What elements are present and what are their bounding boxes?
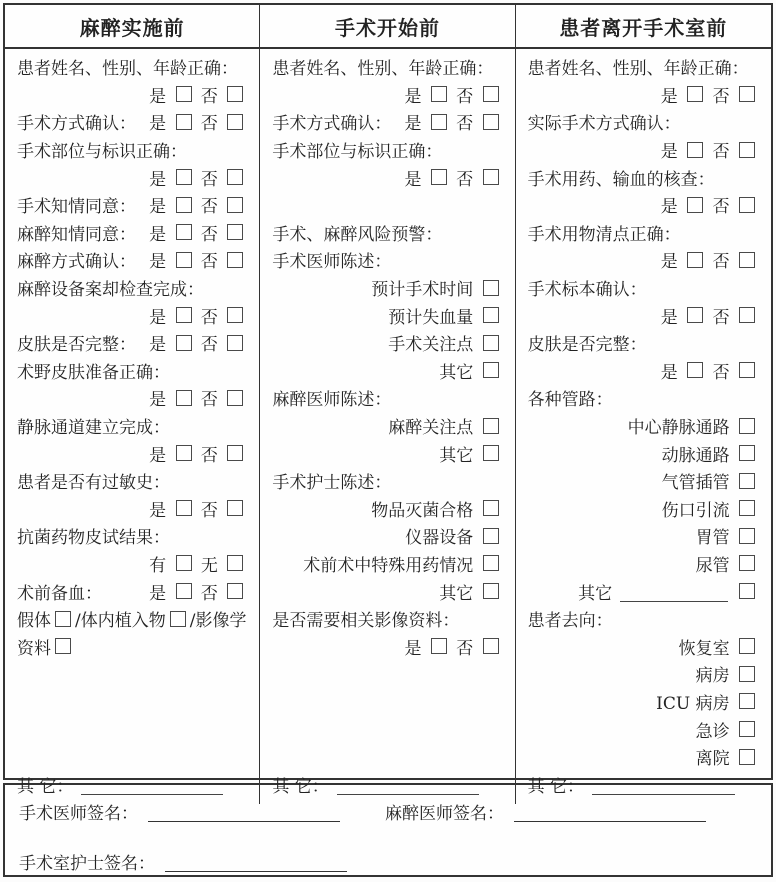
checklist-line (528, 301, 759, 329)
item-label: 否 (195, 224, 224, 245)
item-label: 皮肤是否完整： (527, 335, 647, 356)
item-label: 麻醉医师陈述： (272, 390, 392, 411)
checklist-line (272, 274, 502, 302)
checklist-lines (272, 53, 502, 660)
or-nurse-signature (19, 849, 347, 874)
item-label: 是 (404, 114, 427, 135)
checkbox[interactable] (687, 307, 703, 323)
checkbox[interactable] (483, 362, 499, 378)
checkbox[interactable] (227, 390, 243, 406)
checkbox[interactable] (483, 500, 499, 516)
checklist-line (272, 632, 502, 660)
checklist-lines (528, 53, 759, 770)
item-label: 是 (660, 252, 684, 273)
checkbox[interactable] (176, 335, 192, 351)
checklist-line (528, 632, 759, 660)
checkbox[interactable] (176, 390, 192, 406)
item-label: 否 (450, 114, 479, 135)
signature-row-1 (19, 799, 757, 823)
column-pre-incision (260, 49, 515, 804)
checkbox[interactable] (483, 86, 499, 102)
checkbox[interactable] (483, 280, 499, 296)
column-pre-anesthesia (5, 49, 260, 804)
item-label: /体内植入物 (75, 611, 166, 632)
item-label: 是否需要相关影像资料： (272, 611, 460, 632)
checkbox[interactable] (687, 86, 703, 102)
checkbox[interactable] (227, 197, 243, 213)
item-label: 否 (195, 307, 224, 328)
checklist-line (272, 495, 502, 523)
checklist-line (528, 605, 759, 633)
item-label: 否 (707, 307, 735, 328)
checklist-line (528, 550, 759, 578)
checkbox[interactable] (483, 335, 499, 351)
item-label: 皮肤是否完整： (17, 335, 136, 356)
checklist-line (528, 329, 759, 357)
checklist-line (528, 715, 759, 743)
item-label: 预计失血量 (388, 307, 479, 328)
item-label: 静脉通道建立完成： (17, 418, 170, 439)
checklist-line (17, 53, 247, 81)
item-label: 动脉通路 (661, 445, 735, 466)
item-label: 尿管 (695, 555, 735, 576)
checkbox[interactable] (739, 418, 755, 434)
checkbox[interactable] (227, 86, 243, 102)
item-label: 是 (149, 169, 172, 190)
item-label: 手术护士陈述： (272, 473, 392, 494)
checkbox[interactable] (176, 224, 192, 240)
checklist-lines (17, 53, 247, 660)
checklist-line (528, 660, 759, 688)
item-label: 患者姓名、性别、年龄正确： (17, 59, 238, 80)
item-label: 气管插管 (661, 473, 735, 494)
checkbox[interactable] (176, 555, 192, 571)
checkbox[interactable] (176, 500, 192, 516)
checklist-line (272, 522, 502, 550)
checkbox[interactable] (687, 197, 703, 213)
item-label: 是 (149, 86, 172, 107)
checkbox[interactable] (739, 583, 755, 599)
item-label: 手术医师陈述： (272, 252, 392, 273)
checkbox[interactable] (227, 114, 243, 130)
checklist-line (17, 81, 247, 109)
checkbox[interactable] (227, 307, 243, 323)
checkbox[interactable] (483, 583, 499, 599)
item-label: 否 (707, 142, 735, 163)
checkbox[interactable] (739, 693, 755, 709)
checkbox[interactable] (227, 169, 243, 185)
or-nurse-signature-line[interactable] (165, 851, 347, 872)
checkbox[interactable] (739, 500, 755, 516)
item-label: 是 (149, 114, 172, 135)
checkbox[interactable] (176, 86, 192, 102)
item-label: 手术用药、输血的核查： (527, 169, 715, 190)
surgeon-signature-line[interactable] (148, 801, 340, 822)
header-row (5, 5, 771, 49)
checklist-line (272, 301, 502, 329)
item-label: 麻醉方式确认： (17, 252, 136, 273)
item-label: 恢复室 (678, 638, 735, 659)
item-label: 各种管路： (527, 390, 613, 411)
checklist-line (528, 439, 759, 467)
checklist-line (17, 329, 247, 357)
checkbox[interactable] (431, 638, 447, 654)
item-label: 是 (404, 638, 427, 659)
item-label: 胃管 (695, 528, 735, 549)
item-label: 患者是否有过敏史： (17, 473, 170, 494)
item-label: 是 (149, 224, 172, 245)
item-label (730, 581, 735, 601)
checklist-line (528, 688, 759, 716)
checklist-line (272, 191, 502, 219)
item-label: 否 (195, 114, 224, 135)
or-nurse-signature-label: 手术室护士签名： (19, 853, 155, 874)
checklist-line (272, 81, 502, 109)
checklist-line (17, 522, 247, 550)
item-label: 是 (149, 390, 172, 411)
column-header-pre-anesthesia: 麻醉实施前 (5, 5, 260, 47)
anesthetist-signature-line[interactable] (514, 801, 706, 822)
checkbox[interactable] (739, 362, 755, 378)
item-label: 是 (149, 583, 172, 604)
item-label: 是 (149, 252, 172, 273)
checkbox[interactable] (227, 224, 243, 240)
item-label: 否 (195, 197, 224, 218)
item-label: 麻醉关注点 (388, 418, 479, 439)
checklist-line (528, 274, 759, 302)
body-row (5, 49, 771, 797)
checkbox[interactable] (227, 335, 243, 351)
item-label: 手术方式确认： (272, 114, 392, 135)
checklist-line (528, 357, 759, 385)
item-label: 否 (195, 583, 224, 604)
checkbox[interactable] (483, 418, 499, 434)
checkbox[interactable] (739, 555, 755, 571)
checkbox[interactable] (739, 473, 755, 489)
checklist-line (17, 246, 247, 274)
item-label: 麻醉知情同意： (17, 224, 136, 245)
checkbox[interactable] (176, 169, 192, 185)
item-label: 否 (707, 362, 735, 383)
item-label: 是 (404, 169, 427, 190)
checkbox[interactable] (176, 197, 192, 213)
item-label: 手术知情同意： (17, 197, 136, 218)
checkbox[interactable] (483, 555, 499, 571)
checklist-line (17, 550, 247, 578)
checklist-line (17, 163, 247, 191)
checklist-line (272, 53, 502, 81)
item-label: 是 (660, 197, 684, 218)
item-label: 无 (195, 555, 224, 576)
checkbox[interactable] (431, 114, 447, 130)
checklist-line (272, 550, 502, 578)
checklist-line (17, 274, 247, 302)
checklist-line (17, 632, 247, 660)
item-label: 伤口引流 (661, 500, 735, 521)
checkbox[interactable] (739, 638, 755, 654)
checklist-line (17, 439, 247, 467)
fill-in-line[interactable] (620, 583, 728, 602)
item-label: 手术关注点 (388, 335, 479, 356)
checkbox[interactable] (176, 445, 192, 461)
checklist-line (17, 412, 247, 440)
checklist-line (528, 577, 759, 605)
item-label: 实际手术方式确认： (527, 114, 681, 135)
checkbox[interactable] (55, 638, 71, 654)
item-label: 否 (707, 197, 735, 218)
checkbox[interactable] (483, 307, 499, 323)
item-label: 是 (149, 335, 172, 356)
checklist-line (272, 219, 502, 247)
checkbox[interactable] (739, 666, 755, 682)
item-label: 麻醉设备案却检查完成： (17, 280, 204, 301)
checkbox[interactable] (431, 86, 447, 102)
checkbox[interactable] (483, 445, 499, 461)
item-label: 是 (660, 86, 684, 107)
checklist-line (272, 246, 502, 274)
item-label: 是 (149, 500, 172, 521)
item-label: 否 (195, 390, 224, 411)
checklist-line (17, 605, 247, 633)
item-label: 否 (450, 86, 479, 107)
anesthetist-signature-label: 麻醉医师签名： (385, 803, 504, 824)
checkbox[interactable] (176, 307, 192, 323)
checkbox[interactable] (483, 638, 499, 654)
surgeon-signature-label: 手术医师签名： (19, 803, 138, 824)
checkbox[interactable] (687, 142, 703, 158)
item-label: ICU 病房 (656, 693, 735, 714)
checklist-line (17, 191, 247, 219)
checkbox[interactable] (739, 86, 755, 102)
item-label: 是 (660, 142, 684, 163)
item-label: 否 (707, 252, 735, 273)
column-header-pre-incision: 手术开始前 (260, 5, 515, 47)
item-label: 其它 (439, 445, 479, 466)
item-label: 否 (707, 86, 735, 107)
checklist-line (17, 577, 247, 605)
item-label: 是 (149, 307, 172, 328)
checklist-line (272, 163, 502, 191)
checkbox[interactable] (170, 611, 186, 627)
signature-row-2 (19, 849, 757, 873)
checkbox[interactable] (176, 114, 192, 130)
checklist-line (17, 136, 247, 164)
checklist-line (528, 191, 759, 219)
checklist-line (272, 108, 502, 136)
item-label: 是 (660, 307, 684, 328)
checklist-line (528, 81, 759, 109)
checklist-line (528, 384, 759, 412)
item-label: 预计手术时间 (371, 280, 479, 301)
item-label: 手术方式确认： (17, 114, 136, 135)
item-label: 术野皮肤准备正确： (17, 362, 170, 383)
item-label: 仪器设备 (405, 528, 479, 549)
other-fill-line[interactable] (337, 774, 479, 795)
checklist-line (272, 467, 502, 495)
checkbox[interactable] (176, 252, 192, 268)
other-row (272, 770, 502, 798)
item-label: 否 (195, 252, 224, 273)
checklist-line (528, 467, 759, 495)
checkbox[interactable] (739, 307, 755, 323)
checkbox[interactable] (176, 583, 192, 599)
other-label: 其 它： (272, 776, 329, 797)
item-label: 否 (195, 169, 224, 190)
checklist-line (272, 577, 502, 605)
checkbox[interactable] (227, 252, 243, 268)
item-label: 患者姓名、性别、年龄正确： (527, 59, 749, 80)
checklist-line (528, 246, 759, 274)
item-label: 抗菌药物皮试结果： (17, 528, 170, 549)
checkbox[interactable] (483, 528, 499, 544)
other-label: 其 它： (527, 776, 585, 797)
checklist-line (17, 108, 247, 136)
checkbox[interactable] (227, 500, 243, 516)
item-label: 其它 (439, 583, 479, 604)
item-label: 有 (149, 555, 172, 576)
item-label: 手术部位与标识正确： (17, 142, 187, 163)
checklist-line (17, 467, 247, 495)
checklist-line (17, 301, 247, 329)
checklist-line (272, 329, 502, 357)
checkbox[interactable] (739, 197, 755, 213)
checklist-line (528, 136, 759, 164)
item-label: 离院 (695, 749, 735, 770)
checkbox[interactable] (227, 583, 243, 599)
checkbox[interactable] (227, 555, 243, 571)
checklist-line (272, 384, 502, 412)
checklist-line (272, 412, 502, 440)
surgeon-signature (19, 799, 385, 824)
item-label: 是 (660, 362, 684, 383)
item-label: 手术标本确认： (527, 280, 647, 301)
item-label: 其它 (439, 362, 479, 383)
column-before-leaving-or (516, 49, 771, 804)
checklist-line (528, 219, 759, 247)
checkbox[interactable] (739, 142, 755, 158)
item-label: 手术、麻醉风险预警： (272, 224, 443, 245)
checkbox[interactable] (687, 252, 703, 268)
checklist-line (272, 605, 502, 633)
checkbox[interactable] (739, 445, 755, 461)
item-label: 资料 (17, 638, 51, 659)
checklist-line (17, 357, 247, 385)
checkbox[interactable] (739, 528, 755, 544)
checklist-line (528, 743, 759, 771)
other-row (17, 770, 247, 798)
item-label: 患者姓名、性别、年龄正确： (272, 59, 494, 80)
checklist-line (272, 136, 502, 164)
checkbox[interactable] (739, 252, 755, 268)
item-label: 急诊 (695, 721, 735, 742)
item-label: 否 (195, 86, 224, 107)
checklist-line (528, 495, 759, 523)
item-label: 手术部位与标识正确： (272, 142, 443, 163)
item-label: 否 (450, 638, 479, 659)
item-label: 是 (404, 86, 427, 107)
checkbox[interactable] (55, 611, 71, 627)
checklist-table (3, 3, 773, 797)
item-label: 手术用物清点正确： (527, 224, 681, 245)
other-label: 其 它： (17, 776, 74, 797)
checklist-line (17, 219, 247, 247)
checklist-line (17, 384, 247, 412)
checkbox[interactable] (739, 749, 755, 765)
item-label: 病房 (695, 666, 735, 687)
item-label: 术前术中特殊用药情况 (303, 555, 479, 576)
checkbox[interactable] (483, 114, 499, 130)
checklist-line (17, 495, 247, 523)
item-label: 是 (149, 197, 172, 218)
checkbox[interactable] (483, 169, 499, 185)
checklist-line (528, 412, 759, 440)
other-row (528, 770, 759, 798)
item-label: 否 (195, 500, 224, 521)
checklist-line (528, 522, 759, 550)
item-label: 物品灭菌合格 (371, 500, 479, 521)
checkbox[interactable] (227, 445, 243, 461)
item-label: 患者去向： (527, 611, 613, 632)
checklist-line (528, 163, 759, 191)
item-label: 其它 (578, 583, 618, 604)
column-header-before-leaving-or: 患者离开手术室前 (559, 15, 728, 40)
anesthetist-signature (385, 799, 706, 824)
checklist-line (272, 357, 502, 385)
item-label: /影像学 (189, 611, 247, 632)
checklist-line (528, 53, 759, 81)
checklist-line (528, 108, 759, 136)
item-label: 术前备血： (17, 583, 102, 604)
checkbox[interactable] (739, 721, 755, 737)
item-label: 中心静脉通路 (627, 418, 735, 439)
item-label: 否 (195, 335, 224, 356)
item-label: 否 (195, 445, 224, 466)
other-fill-line[interactable] (592, 774, 735, 795)
item-label: 假体 (17, 611, 51, 632)
checklist-line (272, 439, 502, 467)
checkbox[interactable] (431, 169, 447, 185)
other-fill-line[interactable] (81, 774, 223, 795)
item-label: 否 (450, 169, 479, 190)
checkbox[interactable] (687, 362, 703, 378)
item-label: 是 (149, 445, 172, 466)
